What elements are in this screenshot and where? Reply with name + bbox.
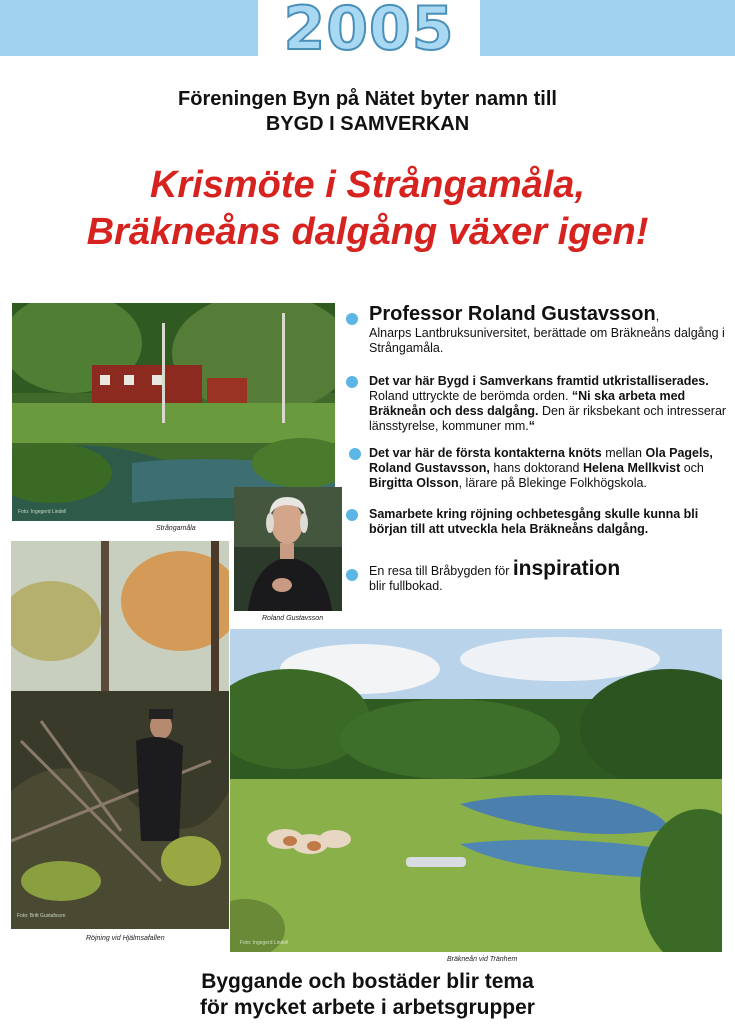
bullet-icon: [346, 376, 358, 388]
item-text: hans doktorand: [489, 461, 583, 475]
footer-line1: Byggande och bostäder blir tema: [201, 970, 534, 993]
photo-braknean: [230, 629, 722, 952]
item-samarbete: [369, 507, 724, 537]
item-quote: “Ni ska arbeta med Bräkneån och dess dalgång.: [369, 389, 686, 418]
professor-name: Professor Roland Gustavsson: [369, 303, 656, 325]
item-text: , lärare på Blekinge Folkhögskola.: [458, 476, 647, 490]
item-bold: Det var här Bygd i Samverkans framtid utkristalliserades.: [369, 374, 709, 388]
item-inspiration: inspiration: [512, 557, 621, 580]
bullet-icon: [349, 448, 361, 460]
photo-credit: Foto: Ingegerd Lindell: [240, 940, 289, 946]
item-text: mellan: [601, 446, 646, 460]
headline-line2: Bräkneåns dalgång växer igen!: [86, 211, 649, 253]
item-name: Birgitta Olsson: [369, 476, 459, 490]
bullet-icon: [346, 313, 358, 325]
item-text: blir fullbokad.: [369, 579, 443, 593]
item-names: Ola Pagels, Roland Gustavsson,: [369, 446, 713, 475]
caption-strangamala: Strångamåla: [156, 525, 196, 532]
photo-roland-gustavsson: [234, 487, 342, 611]
caption-roland: Roland Gustavsson: [262, 615, 324, 622]
item-professor: [369, 302, 729, 356]
item-bold: Samarbete kring röjning ochbetesgång skulle kunna bli början till att utveckla hela Bräkneåns dalgång.: [369, 507, 699, 536]
photo-credit: Foto: Ingegerd Lindell: [18, 509, 67, 515]
item-text: och: [680, 461, 704, 475]
photo-credit: Foto: Britt Gustafsson: [17, 913, 66, 919]
item-name: Helena Mellkvist: [582, 461, 681, 475]
year-banner-right: [480, 0, 735, 56]
item-quote-end: “: [528, 419, 536, 433]
subtitle-line1: Föreningen Byn på Nätet byter namn till: [178, 88, 557, 110]
photo-rojning: [11, 541, 229, 929]
item-text: En resa till Bråbygden för: [369, 564, 513, 578]
item-text: Roland uttryckte de berömda orden.: [369, 389, 572, 403]
item-kontakter: [369, 446, 731, 491]
item-resa: [369, 557, 724, 594]
footer-line2: för mycket arbete i arbetsgrupper: [200, 996, 535, 1019]
item-text: Den är riksbekant och intresserar länsstyrelse, kommuner mm.: [369, 404, 727, 433]
bullet-icon: [346, 509, 358, 521]
caption-rojning: Röjning vid Hjälmsafallen: [86, 935, 165, 942]
item-bold: Det var här de första kontakterna knöts: [369, 446, 602, 460]
name-suffix: ,: [655, 309, 660, 323]
subtitle-line2: BYGD I SAMVERKAN: [265, 113, 470, 135]
item-framtid: [369, 374, 729, 434]
year-banner-left: [0, 0, 258, 56]
caption-braknean: Bräkneån vid Tränhem: [447, 956, 518, 963]
bullet-icon: [346, 569, 358, 581]
year-title: 2005: [283, 0, 455, 64]
headline-line1: Krismöte i Strångamåla,: [149, 164, 586, 206]
professor-text: Alnarps Lantbruksuniversitet, berättade om Bräkneåns dalgång i Strångamåla.: [369, 326, 725, 355]
